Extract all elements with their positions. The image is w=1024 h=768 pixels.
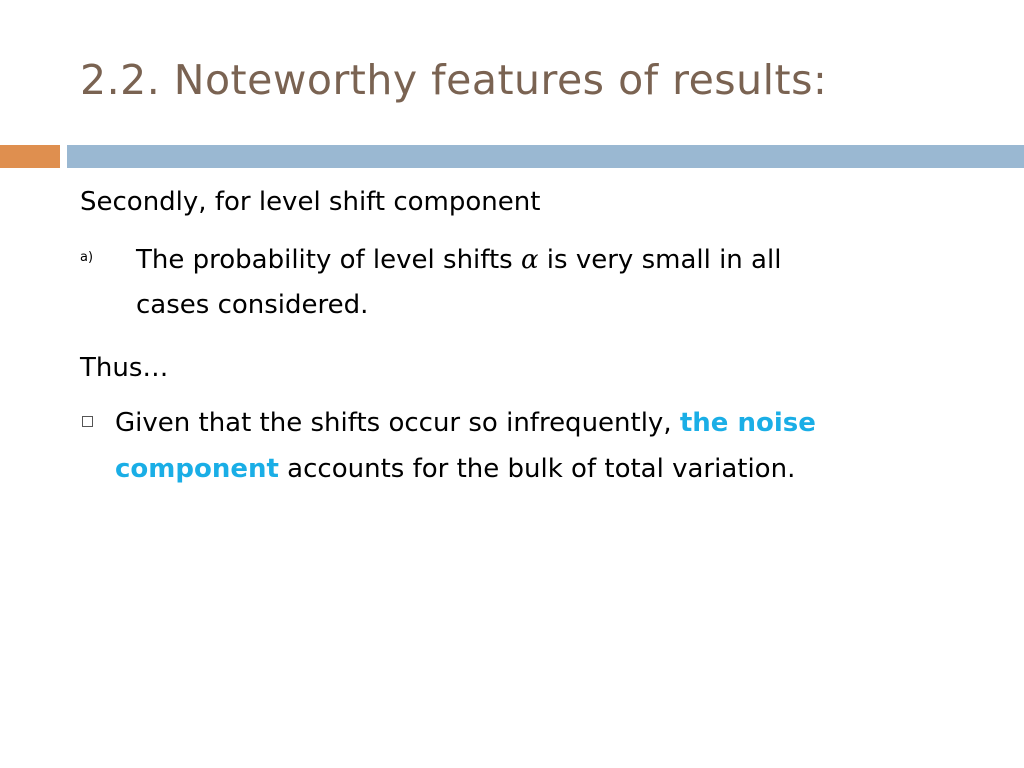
item-b-text-after: accounts for the bulk of total variation. <box>278 454 796 484</box>
hollow-square-bullet-icon <box>82 416 93 427</box>
slide-title: 2.2. Noteworthy features of results: <box>80 56 828 104</box>
list-item-a-line2: cases considered. <box>136 290 369 320</box>
list-item-a-line1 <box>136 238 996 283</box>
item-b-text-before: Given that the shifts occur so infrequently, <box>115 408 680 438</box>
intro-text: Secondly, for level shift component <box>80 187 541 217</box>
alpha-symbol: α <box>520 245 539 275</box>
thus-text: Thus… <box>80 353 169 383</box>
list-item-b <box>115 400 1005 492</box>
highlight-the-noise: the noise <box>679 408 816 438</box>
item-a-text-after: is very small in all <box>538 245 782 275</box>
accent-bar-blue <box>67 145 1024 168</box>
highlight-component: component <box>115 454 279 484</box>
list-marker-a: a) <box>80 250 94 265</box>
list-item-a <box>136 238 996 328</box>
item-a-text-before: The probability of level shifts <box>136 245 521 275</box>
accent-bar-orange <box>0 145 60 168</box>
list-item-b-line1 <box>115 400 1005 446</box>
list-item-b-line2 <box>115 446 1005 492</box>
